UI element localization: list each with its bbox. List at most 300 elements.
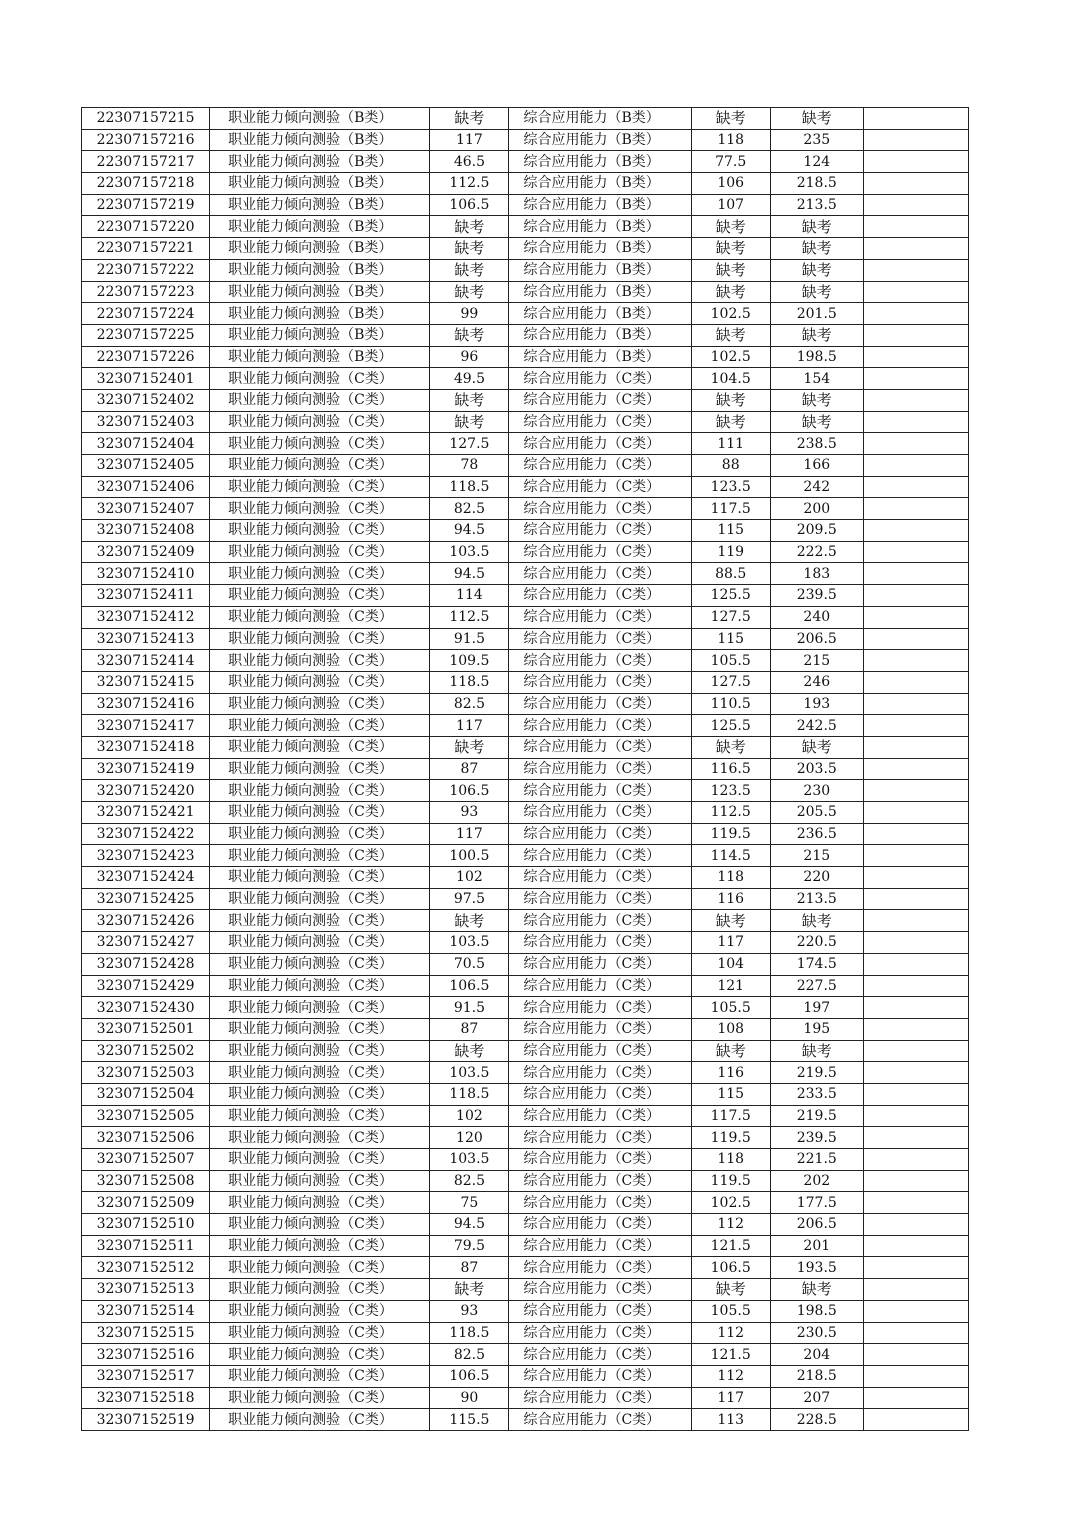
score2-cell: 115 — [691, 628, 770, 650]
subject1-cell: 职业能力倾向测验（C类） — [210, 1083, 430, 1105]
table-row — [82, 585, 969, 607]
table-row — [82, 455, 969, 477]
total-cell: 219.5 — [770, 1062, 863, 1084]
exam-id-cell: 22307157226 — [82, 346, 210, 368]
note-cell — [863, 650, 968, 672]
total-cell: 215 — [770, 650, 863, 672]
total-cell: 205.5 — [770, 802, 863, 824]
score2-cell: 115 — [691, 520, 770, 542]
subject1-cell: 职业能力倾向测验（C类） — [210, 628, 430, 650]
subject1-cell: 职业能力倾向测验（C类） — [210, 715, 430, 737]
total-cell: 197 — [770, 997, 863, 1019]
subject2-cell: 综合应用能力（C类） — [509, 1257, 691, 1279]
score1-cell: 112.5 — [430, 606, 509, 628]
note-cell — [863, 1300, 968, 1322]
note-cell — [863, 802, 968, 824]
total-cell: 221.5 — [770, 1149, 863, 1171]
table-row — [82, 238, 969, 260]
score1-cell: 90 — [430, 1387, 509, 1409]
score2-cell: 123.5 — [691, 780, 770, 802]
subject2-cell: 综合应用能力（B类） — [509, 194, 691, 216]
score2-cell: 118 — [691, 1149, 770, 1171]
table-row — [82, 736, 969, 758]
score2-cell: 125.5 — [691, 585, 770, 607]
score2-cell: 116 — [691, 888, 770, 910]
total-cell: 154 — [770, 368, 863, 390]
subject2-cell: 综合应用能力（C类） — [509, 433, 691, 455]
score2-cell: 88.5 — [691, 563, 770, 585]
subject2-cell: 综合应用能力（C类） — [509, 1083, 691, 1105]
exam-id-cell: 32307152403 — [82, 411, 210, 433]
table-row — [82, 324, 969, 346]
score2-cell: 121 — [691, 975, 770, 997]
score1-cell: 127.5 — [430, 433, 509, 455]
subject1-cell: 职业能力倾向测验（C类） — [210, 953, 430, 975]
subject2-cell: 综合应用能力（C类） — [509, 1062, 691, 1084]
subject1-cell: 职业能力倾向测验（C类） — [210, 1409, 430, 1431]
score2-cell: 缺考 — [691, 1279, 770, 1301]
table-row — [82, 520, 969, 542]
score1-cell: 75 — [430, 1192, 509, 1214]
total-cell: 240 — [770, 606, 863, 628]
total-cell: 201.5 — [770, 303, 863, 325]
subject2-cell: 综合应用能力（C类） — [509, 932, 691, 954]
score2-cell: 117 — [691, 1387, 770, 1409]
score1-cell: 120 — [430, 1127, 509, 1149]
table-row — [82, 953, 969, 975]
score2-cell: 121.5 — [691, 1235, 770, 1257]
score2-cell: 缺考 — [691, 216, 770, 238]
score1-cell: 缺考 — [430, 736, 509, 758]
score1-cell: 103.5 — [430, 932, 509, 954]
subject2-cell: 综合应用能力（C类） — [509, 389, 691, 411]
subject1-cell: 职业能力倾向测验（C类） — [210, 932, 430, 954]
table-row — [82, 1105, 969, 1127]
subject2-cell: 综合应用能力（C类） — [509, 650, 691, 672]
total-cell: 220.5 — [770, 932, 863, 954]
subject1-cell: 职业能力倾向测验（C类） — [210, 823, 430, 845]
score2-cell: 105.5 — [691, 997, 770, 1019]
note-cell — [863, 1170, 968, 1192]
note-cell — [863, 975, 968, 997]
score2-cell: 119.5 — [691, 823, 770, 845]
note-cell — [863, 1040, 968, 1062]
subject2-cell: 综合应用能力（C类） — [509, 888, 691, 910]
score1-cell: 缺考 — [430, 281, 509, 303]
score2-cell: 123.5 — [691, 476, 770, 498]
score2-cell: 119.5 — [691, 1127, 770, 1149]
score1-cell: 82.5 — [430, 1170, 509, 1192]
score2-cell: 104.5 — [691, 368, 770, 390]
total-cell: 213.5 — [770, 194, 863, 216]
exam-id-cell: 32307152501 — [82, 1018, 210, 1040]
total-cell: 218.5 — [770, 173, 863, 195]
note-cell — [863, 1279, 968, 1301]
note-cell — [863, 628, 968, 650]
score-table — [81, 107, 969, 1431]
table-row — [82, 888, 969, 910]
total-cell: 219.5 — [770, 1105, 863, 1127]
score2-cell: 115 — [691, 1083, 770, 1105]
exam-id-cell: 32307152423 — [82, 845, 210, 867]
note-cell — [863, 1127, 968, 1149]
table-row — [82, 259, 969, 281]
exam-id-cell: 32307152405 — [82, 455, 210, 477]
subject1-cell: 职业能力倾向测验（B类） — [210, 303, 430, 325]
score1-cell: 100.5 — [430, 845, 509, 867]
exam-id-cell: 32307152428 — [82, 953, 210, 975]
note-cell — [863, 585, 968, 607]
note-cell — [863, 888, 968, 910]
table-row — [82, 1344, 969, 1366]
subject2-cell: 综合应用能力（C类） — [509, 1105, 691, 1127]
exam-id-cell: 32307152430 — [82, 997, 210, 1019]
subject1-cell: 职业能力倾向测验（C类） — [210, 389, 430, 411]
note-cell — [863, 1409, 968, 1431]
note-cell — [863, 368, 968, 390]
subject1-cell: 职业能力倾向测验（C类） — [210, 411, 430, 433]
subject2-cell: 综合应用能力（C类） — [509, 693, 691, 715]
total-cell: 242.5 — [770, 715, 863, 737]
score2-cell: 117.5 — [691, 498, 770, 520]
total-cell: 174.5 — [770, 953, 863, 975]
score1-cell: 94.5 — [430, 563, 509, 585]
exam-id-cell: 32307152416 — [82, 693, 210, 715]
table-row — [82, 498, 969, 520]
subject2-cell: 综合应用能力（C类） — [509, 1344, 691, 1366]
exam-id-cell: 32307152415 — [82, 671, 210, 693]
total-cell: 193.5 — [770, 1257, 863, 1279]
total-cell: 198.5 — [770, 346, 863, 368]
table-row — [82, 1257, 969, 1279]
subject1-cell: 职业能力倾向测验（C类） — [210, 541, 430, 563]
total-cell: 166 — [770, 455, 863, 477]
subject1-cell: 职业能力倾向测验（B类） — [210, 194, 430, 216]
subject2-cell: 综合应用能力（C类） — [509, 1279, 691, 1301]
table-row — [82, 1149, 969, 1171]
exam-id-cell: 32307152518 — [82, 1387, 210, 1409]
total-cell: 缺考 — [770, 389, 863, 411]
subject1-cell: 职业能力倾向测验（C类） — [210, 476, 430, 498]
note-cell — [863, 541, 968, 563]
subject1-cell: 职业能力倾向测验（C类） — [210, 736, 430, 758]
table-row — [82, 693, 969, 715]
exam-id-cell: 22307157222 — [82, 259, 210, 281]
subject2-cell: 综合应用能力（B类） — [509, 151, 691, 173]
subject1-cell: 职业能力倾向测验（C类） — [210, 758, 430, 780]
total-cell: 206.5 — [770, 628, 863, 650]
score2-cell: 119.5 — [691, 1170, 770, 1192]
score1-cell: 缺考 — [430, 1279, 509, 1301]
subject2-cell: 综合应用能力（C类） — [509, 671, 691, 693]
note-cell — [863, 671, 968, 693]
score2-cell: 116 — [691, 1062, 770, 1084]
total-cell: 缺考 — [770, 238, 863, 260]
subject1-cell: 职业能力倾向测验（C类） — [210, 1127, 430, 1149]
subject1-cell: 职业能力倾向测验（C类） — [210, 1040, 430, 1062]
note-cell — [863, 780, 968, 802]
score2-cell: 缺考 — [691, 108, 770, 130]
subject1-cell: 职业能力倾向测验（C类） — [210, 1192, 430, 1214]
score2-cell: 112 — [691, 1214, 770, 1236]
total-cell: 218.5 — [770, 1365, 863, 1387]
note-cell — [863, 238, 968, 260]
subject2-cell: 综合应用能力（C类） — [509, 498, 691, 520]
score2-cell: 108 — [691, 1018, 770, 1040]
total-cell: 220 — [770, 867, 863, 889]
exam-id-cell: 22307157216 — [82, 129, 210, 151]
exam-id-cell: 32307152402 — [82, 389, 210, 411]
score1-cell: 87 — [430, 1257, 509, 1279]
score2-cell: 缺考 — [691, 281, 770, 303]
score1-cell: 103.5 — [430, 1062, 509, 1084]
score2-cell: 106.5 — [691, 1257, 770, 1279]
subject2-cell: 综合应用能力（C类） — [509, 476, 691, 498]
note-cell — [863, 259, 968, 281]
table-row — [82, 173, 969, 195]
score2-cell: 110.5 — [691, 693, 770, 715]
score2-cell: 缺考 — [691, 910, 770, 932]
score2-cell: 114.5 — [691, 845, 770, 867]
subject2-cell: 综合应用能力（C类） — [509, 628, 691, 650]
subject2-cell: 综合应用能力（C类） — [509, 1300, 691, 1322]
score2-cell: 116.5 — [691, 758, 770, 780]
score2-cell: 117 — [691, 932, 770, 954]
subject2-cell: 综合应用能力（C类） — [509, 736, 691, 758]
table-row — [82, 1214, 969, 1236]
total-cell: 183 — [770, 563, 863, 585]
table-row — [82, 715, 969, 737]
note-cell — [863, 606, 968, 628]
table-row — [82, 997, 969, 1019]
score2-cell: 111 — [691, 433, 770, 455]
score1-cell: 118.5 — [430, 1083, 509, 1105]
note-cell — [863, 324, 968, 346]
subject1-cell: 职业能力倾向测验（B类） — [210, 259, 430, 281]
total-cell: 236.5 — [770, 823, 863, 845]
score1-cell: 117 — [430, 715, 509, 737]
table-row — [82, 1235, 969, 1257]
subject1-cell: 职业能力倾向测验（C类） — [210, 1105, 430, 1127]
note-cell — [863, 433, 968, 455]
score2-cell: 缺考 — [691, 238, 770, 260]
subject1-cell: 职业能力倾向测验（C类） — [210, 845, 430, 867]
score2-cell: 118 — [691, 129, 770, 151]
table-row — [82, 628, 969, 650]
score2-cell: 102.5 — [691, 303, 770, 325]
subject2-cell: 综合应用能力（B类） — [509, 346, 691, 368]
subject2-cell: 综合应用能力（C类） — [509, 997, 691, 1019]
score2-cell: 缺考 — [691, 736, 770, 758]
score1-cell: 118.5 — [430, 476, 509, 498]
subject1-cell: 职业能力倾向测验（C类） — [210, 455, 430, 477]
subject1-cell: 职业能力倾向测验（B类） — [210, 238, 430, 260]
score2-cell: 106 — [691, 173, 770, 195]
note-cell — [863, 1235, 968, 1257]
total-cell: 201 — [770, 1235, 863, 1257]
exam-id-cell: 32307152407 — [82, 498, 210, 520]
note-cell — [863, 1257, 968, 1279]
score2-cell: 127.5 — [691, 671, 770, 693]
score2-cell: 缺考 — [691, 259, 770, 281]
score2-cell: 112 — [691, 1322, 770, 1344]
total-cell: 缺考 — [770, 281, 863, 303]
subject1-cell: 职业能力倾向测验（C类） — [210, 780, 430, 802]
score2-cell: 119 — [691, 541, 770, 563]
exam-id-cell: 32307152503 — [82, 1062, 210, 1084]
exam-id-cell: 32307152422 — [82, 823, 210, 845]
subject1-cell: 职业能力倾向测验（C类） — [210, 433, 430, 455]
exam-id-cell: 32307152509 — [82, 1192, 210, 1214]
subject2-cell: 综合应用能力（B类） — [509, 129, 691, 151]
score1-cell: 缺考 — [430, 1040, 509, 1062]
exam-id-cell: 32307152412 — [82, 606, 210, 628]
note-cell — [863, 1018, 968, 1040]
table-row — [82, 975, 969, 997]
total-cell: 227.5 — [770, 975, 863, 997]
subject1-cell: 职业能力倾向测验（C类） — [210, 1387, 430, 1409]
note-cell — [863, 1083, 968, 1105]
table-row — [82, 910, 969, 932]
subject1-cell: 职业能力倾向测验（B类） — [210, 151, 430, 173]
subject2-cell: 综合应用能力（C类） — [509, 563, 691, 585]
exam-id-cell: 32307152506 — [82, 1127, 210, 1149]
score1-cell: 缺考 — [430, 259, 509, 281]
subject1-cell: 职业能力倾向测验（C类） — [210, 520, 430, 542]
exam-id-cell: 32307152417 — [82, 715, 210, 737]
table-row — [82, 129, 969, 151]
table-row — [82, 1062, 969, 1084]
exam-id-cell: 32307152418 — [82, 736, 210, 758]
exam-id-cell: 22307157218 — [82, 173, 210, 195]
note-cell — [863, 194, 968, 216]
subject1-cell: 职业能力倾向测验（C类） — [210, 1322, 430, 1344]
subject2-cell: 综合应用能力（B类） — [509, 173, 691, 195]
table-row — [82, 650, 969, 672]
total-cell: 缺考 — [770, 1040, 863, 1062]
score1-cell: 缺考 — [430, 389, 509, 411]
score2-cell: 105.5 — [691, 1300, 770, 1322]
total-cell: 206.5 — [770, 1214, 863, 1236]
exam-id-cell: 32307152513 — [82, 1279, 210, 1301]
exam-id-cell: 32307152409 — [82, 541, 210, 563]
score1-cell: 93 — [430, 1300, 509, 1322]
exam-id-cell: 22307157215 — [82, 108, 210, 130]
subject2-cell: 综合应用能力（C类） — [509, 1322, 691, 1344]
subject1-cell: 职业能力倾向测验（B类） — [210, 324, 430, 346]
subject2-cell: 综合应用能力（C类） — [509, 802, 691, 824]
score1-cell: 87 — [430, 758, 509, 780]
score1-cell: 117 — [430, 823, 509, 845]
score2-cell: 107 — [691, 194, 770, 216]
total-cell: 239.5 — [770, 585, 863, 607]
note-cell — [863, 455, 968, 477]
subject1-cell: 职业能力倾向测验（C类） — [210, 1279, 430, 1301]
score1-cell: 78 — [430, 455, 509, 477]
note-cell — [863, 108, 968, 130]
note-cell — [863, 1214, 968, 1236]
table-row — [82, 1409, 969, 1431]
subject1-cell: 职业能力倾向测验（B类） — [210, 108, 430, 130]
subject2-cell: 综合应用能力（C类） — [509, 1149, 691, 1171]
table-row — [82, 802, 969, 824]
subject2-cell: 综合应用能力（C类） — [509, 520, 691, 542]
score1-cell: 106.5 — [430, 194, 509, 216]
exam-id-cell: 22307157223 — [82, 281, 210, 303]
table-row — [82, 476, 969, 498]
note-cell — [863, 867, 968, 889]
score1-cell: 106.5 — [430, 780, 509, 802]
table-row — [82, 563, 969, 585]
subject1-cell: 职业能力倾向测验（B类） — [210, 346, 430, 368]
score1-cell: 102 — [430, 867, 509, 889]
note-cell — [863, 997, 968, 1019]
note-cell — [863, 173, 968, 195]
table-row — [82, 1387, 969, 1409]
score2-cell: 缺考 — [691, 1040, 770, 1062]
exam-id-cell: 32307152502 — [82, 1040, 210, 1062]
score1-cell: 缺考 — [430, 108, 509, 130]
subject2-cell: 综合应用能力（B类） — [509, 259, 691, 281]
subject1-cell: 职业能力倾向测验（C类） — [210, 910, 430, 932]
subject1-cell: 职业能力倾向测验（C类） — [210, 1300, 430, 1322]
exam-id-cell: 32307152505 — [82, 1105, 210, 1127]
note-cell — [863, 346, 968, 368]
score1-cell: 缺考 — [430, 324, 509, 346]
subject2-cell: 综合应用能力（C类） — [509, 1409, 691, 1431]
exam-id-cell: 32307152406 — [82, 476, 210, 498]
subject1-cell: 职业能力倾向测验（C类） — [210, 997, 430, 1019]
total-cell: 239.5 — [770, 1127, 863, 1149]
total-cell: 215 — [770, 845, 863, 867]
table-row — [82, 1170, 969, 1192]
subject2-cell: 综合应用能力（C类） — [509, 1214, 691, 1236]
exam-id-cell: 22307157217 — [82, 151, 210, 173]
total-cell: 缺考 — [770, 216, 863, 238]
table-row — [82, 845, 969, 867]
subject2-cell: 综合应用能力（C类） — [509, 1387, 691, 1409]
exam-id-cell: 32307152414 — [82, 650, 210, 672]
subject1-cell: 职业能力倾向测验（C类） — [210, 671, 430, 693]
subject2-cell: 综合应用能力（C类） — [509, 867, 691, 889]
subject2-cell: 综合应用能力（B类） — [509, 108, 691, 130]
subject2-cell: 综合应用能力（B类） — [509, 324, 691, 346]
score1-cell: 82.5 — [430, 498, 509, 520]
table-row — [82, 368, 969, 390]
score1-cell: 103.5 — [430, 1149, 509, 1171]
table-row — [82, 1365, 969, 1387]
table-row — [82, 1192, 969, 1214]
score1-cell: 112.5 — [430, 173, 509, 195]
score2-cell: 88 — [691, 455, 770, 477]
subject2-cell: 综合应用能力（C类） — [509, 455, 691, 477]
note-cell — [863, 1322, 968, 1344]
score1-cell: 118.5 — [430, 671, 509, 693]
note-cell — [863, 303, 968, 325]
subject1-cell: 职业能力倾向测验（C类） — [210, 650, 430, 672]
exam-id-cell: 32307152504 — [82, 1083, 210, 1105]
score1-cell: 缺考 — [430, 411, 509, 433]
note-cell — [863, 520, 968, 542]
subject2-cell: 综合应用能力（C类） — [509, 758, 691, 780]
note-cell — [863, 693, 968, 715]
table-row — [82, 303, 969, 325]
exam-id-cell: 22307157220 — [82, 216, 210, 238]
score1-cell: 79.5 — [430, 1235, 509, 1257]
subject1-cell: 职业能力倾向测验（C类） — [210, 693, 430, 715]
total-cell: 缺考 — [770, 1279, 863, 1301]
note-cell — [863, 715, 968, 737]
